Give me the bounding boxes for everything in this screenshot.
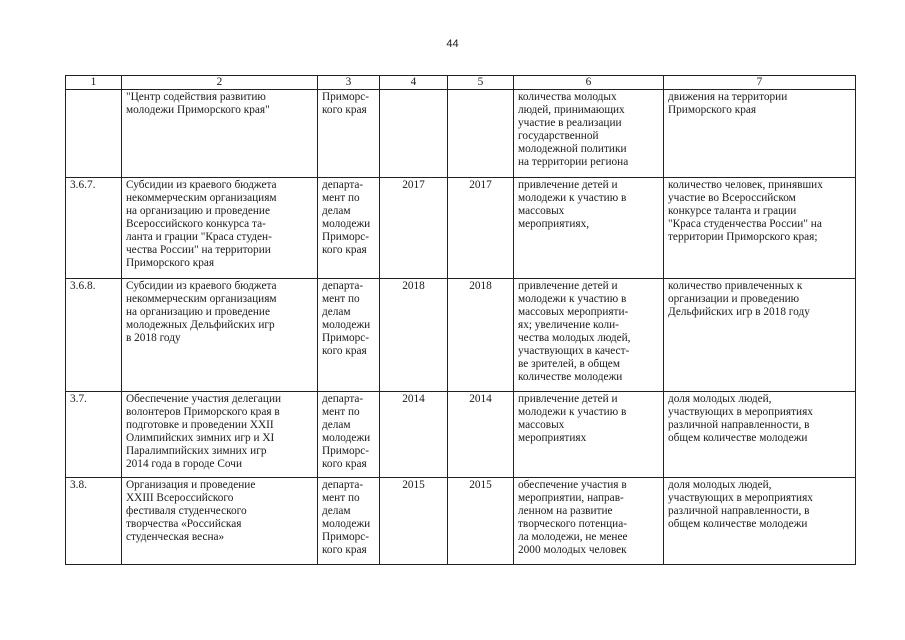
indicator-cell [664,178,856,279]
expected-result: привлечение детей и молодежи к участию в массовых мероприяти- ях; увеличение коли- чества молодых людей, участвующих в качест- ве зрителей, в общем количестве молодежи [518,280,631,383]
start-year-cell [380,178,448,279]
end-year: 2018 [469,280,492,292]
expected-result-cell [514,392,664,478]
start-year-cell [380,392,448,478]
row-number-cell [66,392,122,478]
expected-result-cell [514,178,664,279]
indicator-cell [664,392,856,478]
indicator-cell [664,478,856,565]
expected-result: количества молодых людей, принимающих участие в реализации государственной молодежной политики на территории региона [518,91,629,168]
event-name-cell [122,279,318,392]
row-number-cell [66,90,122,178]
end-year: 2015 [469,479,492,491]
start-year-cell [380,279,448,392]
table-row [66,90,856,178]
expected-result-cell [514,279,664,392]
start-year: 2018 [402,280,425,292]
event-name: Субсидии из краевого бюджета некоммерческим организациям на организацию и проведение Всероссийского конкурса та- ланта и грации "Краса студен- чества России" на территории Приморского края [126,179,277,269]
column-number: 4 [380,76,448,90]
end-year-cell [448,392,514,478]
indicator-cell [664,90,856,178]
column-number: 2 [122,76,318,90]
event-name-cell [122,478,318,565]
executor: департа- мент по делам молодежи Приморс- кого края [322,393,371,470]
end-year-cell [448,178,514,279]
expected-result-cell [514,478,664,565]
end-year: 2017 [469,179,492,191]
executor: департа- мент по делам молодежи Приморс- кого края [322,280,371,357]
table-row [66,279,856,392]
indicator: количество человек, принявших участие во Всероссийском конкурсе таланта и грации "Краса студенчества России" на территории Приморского края; [668,179,823,243]
executor-cell [318,478,380,565]
event-name: Организация и проведение XXIII Всероссийского фестиваля студенческого творчества «Российская студенческая весна» [126,479,256,543]
indicator: движения на территории Приморского края [668,91,788,116]
end-year-cell [448,279,514,392]
row-number: 3.7. [70,393,87,405]
row-number: 3.8. [70,479,87,491]
executor-cell [318,178,380,279]
event-name-cell [122,178,318,279]
event-name: Субсидии из краевого бюджета некоммерческим организациям на организацию и проведение молодежных Дельфийских игр в 2018 году [126,280,277,344]
indicator: доля молодых людей, участвующих в мероприятиях различной направленности, в общем количестве молодежи [668,393,813,444]
event-name: "Центр содействия развитию молодежи Приморского края" [126,91,270,116]
program-table [65,75,856,565]
table-row [66,178,856,279]
executor-cell [318,90,380,178]
executor: Приморс- кого края [322,91,370,116]
column-number: 1 [66,76,122,90]
end-year: 2014 [469,393,492,405]
start-year-cell [380,478,448,565]
start-year-cell [380,90,448,178]
end-year-cell [448,90,514,178]
row-number-cell [66,478,122,565]
column-number-row [66,76,856,90]
row-number-cell [66,178,122,279]
end-year-cell [448,478,514,565]
row-number-cell [66,279,122,392]
event-name-cell [122,392,318,478]
executor-cell [318,279,380,392]
start-year: 2017 [402,179,425,191]
start-year: 2015 [402,479,425,491]
column-number: 5 [448,76,514,90]
column-number: 7 [664,76,856,90]
indicator-cell [664,279,856,392]
table-row [66,478,856,565]
expected-result-cell [514,90,664,178]
executor: департа- мент по делам молодежи Приморс- кого края [322,179,371,256]
executor-cell [318,392,380,478]
column-number: 3 [318,76,380,90]
row-number: 3.6.7. [70,179,96,191]
indicator: доля молодых людей, участвующих в мероприятиях различной направленности, в общем количестве молодежи [668,479,813,530]
event-name: Обеспечение участия делегации волонтеров Приморского края в подготовке и проведении XXII Олимпийских зимних игр и XI Паралимпийских зимних игр 2014 года в городе Сочи [126,393,282,470]
table-row [66,392,856,478]
indicator: количество привлеченных к организации и проведению Дельфийских игр в 2018 году [668,280,810,318]
event-name-cell [122,90,318,178]
page-number: 44 [446,38,459,50]
executor: департа- мент по делам молодежи Приморс- кого края [322,479,371,556]
start-year: 2014 [402,393,425,405]
expected-result: обеспечение участия в мероприятии, направ- ленном на развитие творческого потенциа- ла молодежи, не менее 2000 молодых человек [518,479,628,556]
column-number: 6 [514,76,664,90]
expected-result: привлечение детей и молодежи к участию в массовых мероприятиях [518,393,627,444]
row-number: 3.6.8. [70,280,96,292]
expected-result: привлечение детей и молодежи к участию в массовых мероприятиях, [518,179,627,230]
